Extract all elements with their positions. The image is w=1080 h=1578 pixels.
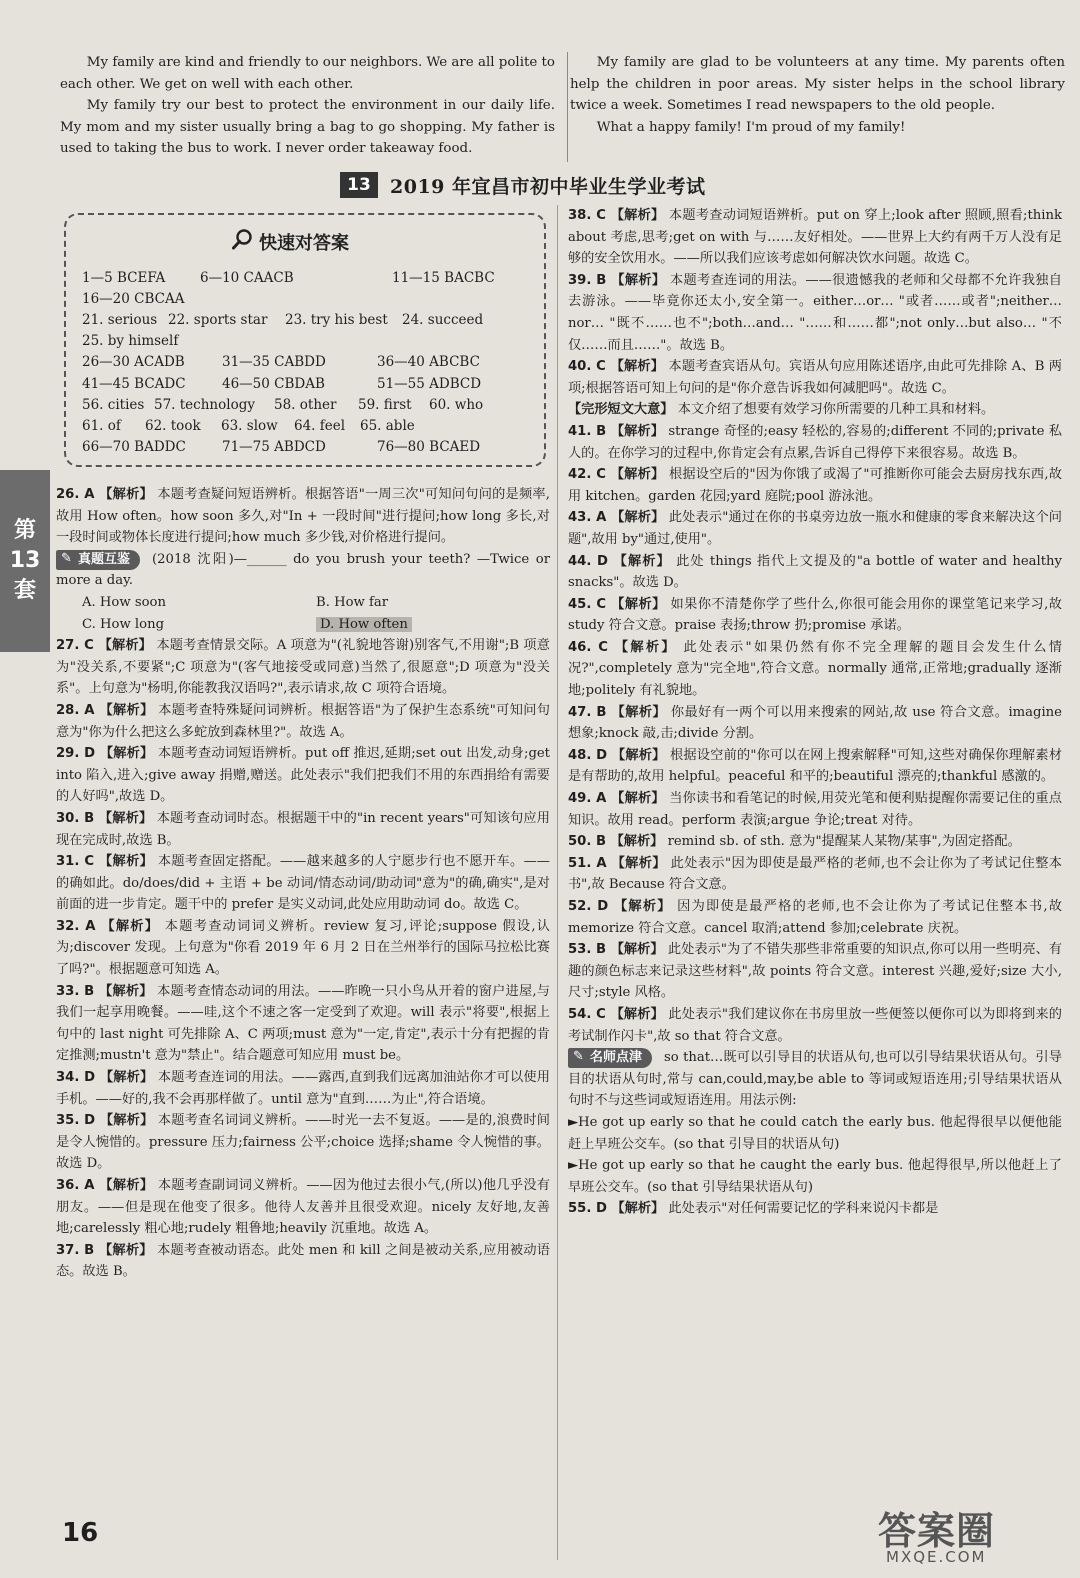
watermark-logo: 答案圈 — [878, 1509, 996, 1553]
answer-row — [82, 415, 537, 436]
entry-text: 本题考查名词词义辨析。——时光一去不复返。——是的,浪费时间是令人惋惜的。pressure 压力;fairness 公平;choice 选择;shame 令人惋惜的事。故选 D。 — [56, 1113, 550, 1172]
answer-explanation — [568, 939, 1062, 1004]
entry-head: 44. D 【解析】 — [568, 553, 671, 569]
answer-explanation — [568, 637, 1062, 702]
answer-explanation — [568, 205, 1062, 270]
answer-explanation — [56, 1240, 550, 1283]
paragraph: My family are glad to be volunteers at any time. My parents often help the children in poor areas. My sister helps in the school library twice a week. Sometimes I read newspapers to the old people. — [570, 55, 1065, 114]
column-divider — [567, 52, 568, 162]
answer-explanation — [56, 808, 550, 851]
teacher-tips-text: so that…既可以引导目的状语从句,也可以引导结果状语从句。引导目的状语从句时,常与 can,could,may,be able to 等词或短语连用;引导结果状语从句时不与这些词或短语连用。用法示例: — [568, 1050, 1062, 1109]
quick-answers-title: 快速对答案 — [259, 232, 349, 254]
entry-text: 此处表示"对任何需要记忆的学科来说闪卡都是 — [668, 1201, 939, 1217]
entry-text: 此处表示"我们建议你在书房里放一些便签以便你可以为即将到来的考试制作闪卡",故 so that 符合文意。 — [568, 1006, 1062, 1044]
entry-head: 31. C 【解析】 — [56, 854, 154, 870]
entry-text: 此处 things 指代上文提及的"a bottle of water and healthy snacks"。故选 D。 — [568, 553, 1062, 591]
entry-text: 当你读书和看笔记的时候,用荧光笔和便利贴提醒你需要记住的重点知识。故用 read。perform 表演;argue 争论;treat 对待。 — [568, 791, 1062, 828]
entry-text: 此处表示"为了不错失那些非常重要的知识点,你可以用一些明亮、有趣的颜色标志来记录这些材料",故 points 符合文意。interest 兴趣,爱好;size 大小,尺寸;style 风格。 — [568, 942, 1062, 1001]
magnifier-icon — [231, 227, 259, 256]
answer-row — [82, 352, 537, 373]
entry-head: 32. A 【解析】 — [56, 918, 160, 934]
answer-explanation — [56, 916, 550, 981]
watermark-url: MXQE.COM — [886, 1548, 987, 1566]
entry-head: 45. C 【解析】 — [568, 596, 666, 612]
teacher-tips-badge: ✎ 名师点津 — [568, 1048, 652, 1068]
quick-answers-box — [64, 213, 546, 467]
answer-explanation — [568, 702, 1062, 745]
chapter-side-tab — [0, 470, 50, 652]
answer-explanation — [568, 1004, 1062, 1047]
zhenti-badge: ✎ 真题互鉴 — [56, 550, 140, 570]
answer-explanation — [568, 507, 1062, 550]
answer-explanation — [56, 743, 550, 808]
entry-head: 50. B 【解析】 — [568, 834, 664, 850]
answer-item: 65. able — [360, 417, 415, 434]
answer-explanation — [56, 981, 550, 1067]
entry-text: 本题考查固定搭配。——越来越多的人宁愿步行也不愿开车。——的确如此。do/does/did + 主语 + be 动词/情态动词/助动词"意为"的确,确实",是对前面的进一步肯定。题干中的 prefer 是实义动词,此处应用助动词 do。故选 C。 — [56, 854, 550, 913]
section-title: 2019 年宜昌市初中毕业生学业考试 — [390, 175, 706, 198]
entry-text: 根据设空前的"你可以在网上搜索解释"可知,这些对确保你理解素材是有帮助的,故用 helpful。peaceful 和平的;beautiful 漂亮的;thankful 感激的。 — [568, 747, 1063, 785]
entry-text: 本题考查宾语从句。宾语从句应用陈述语序,由此可先排除 A、B 两项;根据答语可知上句问的是"你介意告诉我如何减肥吗"。故选 C。 — [568, 359, 1062, 396]
answer-item: 16—20 CBCAA — [82, 290, 185, 307]
entry-head: 48. D 【解析】 — [568, 747, 666, 763]
entry-text: 本题考查疑问短语辨析。根据答语"一周三次"可知问句问的是频率,故用 How often。how soon 多久,对"In + 一段时间"进行提问;how long 多长,对一段时间或物体长度进行提问;how much 多少钱,对价格进行提问。 — [56, 487, 550, 546]
entry-text: 本题考查情景交际。A 项意为"(礼貌地答谢)别客气,不用谢";B 项意为"没关系,不要紧";C 项意为"(客气地接受或同意)当然了,很愿意";D 项意为"没关系"。上句意为"杨明,你能教我汉语吗?",表示请求,故 C 项符合语境。 — [56, 638, 550, 697]
answer-explanation — [56, 1175, 550, 1240]
entry-text: 此处表示"因为即使是最严格的老师,也不会让你为了考试记住整本书",故 Because 符合文意。 — [568, 855, 1062, 893]
section-number: 13 — [340, 172, 378, 198]
answer-explanation — [56, 635, 550, 700]
option-d-highlight: D. How often — [316, 617, 412, 632]
answer-item: 64. feel — [294, 417, 346, 434]
answer-explanation — [56, 851, 550, 916]
entry-head: 49. A 【解析】 — [568, 791, 665, 807]
summary-label: 【完形短文大意】 — [568, 402, 674, 418]
answer-explanation — [568, 421, 1062, 464]
entry-text: 本题考查情态动词的用法。——昨晚一只小鸟从开着的窗户进屋,与我们一起享用晚餐。——哇,这个不速之客一定受到了欢迎。will 表示"将要",根据上句中的 last night 可先排除 A、C 两项;must 意为"一定,肯定",表示十分有把握的肯定推测;mustn't 意为"禁止"。结合题意可知应用 must be。 — [56, 983, 550, 1064]
entry-text: 本题考查动词短语辨析。put off 推迟,延期;set out 出发,动身;get into 陷入,进入;give away 捐赠,赠送。此处表示"我们把我们不用的东西捐给有需要的人好吗",故选 D。 — [56, 746, 550, 805]
answer-explanation — [568, 745, 1062, 788]
entry-text: 此处表示"如果仍然有你不完全理解的题目会发生什么情况?",completely 意为"完全地",符合文意。normally 通常,正常地;gradually 逐渐地;politely 有礼貌地。 — [568, 639, 1062, 699]
entry-head: 29. D 【解析】 — [56, 746, 154, 762]
option-a: A. How soon — [82, 594, 166, 610]
entry-head: 26. A 【解析】 — [56, 487, 153, 502]
answer-explanation — [568, 551, 1062, 594]
answer-explanation — [568, 356, 1062, 399]
answer-explanation — [56, 1110, 550, 1175]
answer-item: 23. try his best — [285, 311, 388, 328]
quick-answers-header — [231, 227, 349, 256]
answer-explanation — [568, 594, 1062, 637]
page-number: 16 — [62, 1518, 99, 1548]
example-sentence: ►He got up early so that he caught the early bus. 他起得很早,所以他赶上了早班公交车。(so that 引导结果状语从句) — [568, 1158, 1062, 1195]
entry-head: 51. A 【解析】 — [568, 855, 666, 871]
option-c: C. How long — [82, 616, 165, 632]
entry-text: 本题考查连词的用法。——露西,直到我们远离加油站你才可以使用手机。——好的,我不会再那样做了。until 意为"直到……为止",符合语境。 — [56, 1070, 550, 1107]
answer-explanation — [56, 484, 550, 549]
answer-item: 22. sports star — [168, 311, 268, 328]
entry-head: 38. C 【解析】 — [568, 208, 665, 223]
answer-row — [82, 331, 537, 352]
answer-item: 58. other — [274, 396, 337, 413]
option-d — [316, 614, 550, 636]
answer-item: 36—40 ABCBC — [377, 354, 480, 371]
answer-item: 46—50 CBDAB — [222, 375, 325, 392]
answer-item: 31—35 CABDD — [222, 354, 326, 371]
entry-text: 如果你不清楚你学了些什么,你很可能会用你的课堂笔记来学习,故 study 符合文意。praise 表扬;throw 扔;promise 承诺。 — [568, 596, 1062, 634]
entry-head: 33. B 【解析】 — [56, 983, 153, 999]
answer-item: 1—5 BCEFA — [82, 269, 166, 286]
answer-item: 60. who — [429, 396, 484, 413]
answer-row — [82, 309, 537, 330]
entry-head: 42. C 【解析】 — [568, 467, 665, 483]
entry-head: 47. B 【解析】 — [568, 704, 667, 720]
zhenti-block — [56, 549, 550, 635]
paragraph: My family try our best to protect the environment in our daily life. My mom and my sister usually bring a bag to go shopping. My father is used to taking the bus to work. I never order takeaway food. — [60, 98, 555, 157]
answer-item: 62. took — [145, 417, 201, 434]
entry-head: 35. D 【解析】 — [56, 1113, 154, 1129]
entry-text: 本题考查特殊疑问词辨析。根据答语"为了保护生态系统"可知问句意为"你为什么把这么多蛇放到森林里?"。故选 A。 — [56, 702, 550, 740]
entry-head: 37. B 【解析】 — [56, 1242, 153, 1258]
answer-item: 51—55 ADBCD — [377, 375, 482, 392]
entry-head: 40. C 【解析】 — [568, 359, 665, 375]
answer-row — [82, 437, 537, 458]
entry-text: 本题考查动词短语辨析。put on 穿上;look after 照顾,照看;think about 考虑,思考;get on with 与……友好相处。——世界上大约有两千万人没有足够的安全饮用水。——所以我们应该考虑如何解决饮水问题。故选 C。 — [568, 208, 1062, 267]
top-essay-right — [570, 52, 1065, 160]
entry-text: 本题考查连词的用法。——很遗憾我的老师和父母都不允许我独自去游泳。——毕竟你还太小,安全第一。either…or… "或者……或者";neither…nor… "既不……也不";both…and… "……和……都";not only…but also… "不仅……而且……"。故选 B。 — [568, 272, 1062, 353]
entry-head: 55. D 【解析】 — [568, 1201, 665, 1217]
answer-item: 21. serious — [82, 311, 158, 328]
right-column — [568, 205, 1062, 1220]
answer-explanation — [568, 831, 1062, 853]
entry-head: 41. B 【解析】 — [568, 423, 665, 439]
entry-text: 本题考查被动语态。此处 men 和 kill 之间是被动关系,应用被动语态。故选 B。 — [56, 1242, 550, 1280]
entry-text: remind sb. of sth. 意为"提醒某人某物/某事",为固定搭配。 — [667, 834, 1021, 850]
side-tab-char: 13 — [9, 548, 41, 573]
entry-head: 52. D 【解析】 — [568, 899, 672, 914]
top-essay-left — [60, 52, 555, 160]
entry-head: 43. A 【解析】 — [568, 510, 665, 526]
answer-item: 56. cities — [82, 396, 145, 413]
answer-row — [82, 394, 537, 415]
entry-text: 因为即使是最严格的老师,也不会让你为了考试记住整本书,故 memorize 符合文意。cancel 取消;attend 参加;celebrate 庆祝。 — [568, 899, 1062, 936]
summary-text: 本文介绍了想要有效学习你所需要的几种工具和材料。 — [677, 402, 995, 418]
answer-item: 11—15 BACBC — [392, 269, 495, 286]
paragraph: My family are kind and friendly to our neighbors. We are all polite to each other. We get on well with each other. — [60, 55, 555, 92]
column-divider — [557, 205, 558, 1560]
answer-item: 57. technology — [154, 396, 255, 413]
answer-row — [82, 288, 537, 309]
side-tab-char: 第 — [13, 518, 36, 543]
entry-head: 54. C 【解析】 — [568, 1006, 665, 1022]
answer-explanation — [568, 1198, 1062, 1220]
answer-item: 25. by himself — [82, 333, 179, 350]
teacher-tips — [568, 1047, 1062, 1112]
entry-head: 36. A 【解析】 — [56, 1178, 154, 1193]
entry-text: 本题考查副词词义辨析。——因为他过去很小气,(所以)他几乎没有朋友。——但是现在他变了很多。他待人友善并且很受欢迎。nicely 友好地,友善地;carelessly 粗心地;rudely 粗鲁地;heavily 沉重地。故选 A。 — [56, 1178, 550, 1237]
answer-explanation — [568, 853, 1062, 896]
answer-item: 26—30 ACADB — [82, 354, 185, 371]
zhenti-options — [56, 592, 550, 635]
answer-item: 61. of — [82, 417, 121, 434]
passage-summary — [568, 399, 1062, 421]
answer-row — [82, 373, 537, 394]
option-b: B. How far — [316, 594, 389, 610]
answer-explanation — [568, 464, 1062, 507]
quick-answers-list — [82, 267, 537, 458]
answer-item: 41—45 BCADC — [82, 375, 186, 392]
answer-item: 59. first — [358, 396, 412, 413]
answer-item: 71—75 ABDCD — [222, 439, 326, 456]
answer-explanation — [568, 270, 1062, 356]
entry-text: 你最好有一两个可以用来搜索的网站,故 use 符合文意。imagine 想象;knock 敲,击;divide 分割。 — [568, 704, 1062, 742]
entry-text: 本题考查动词时态。根据题干中的"in recent years"可知该句应用现在完成时,故选 B。 — [56, 810, 550, 848]
answer-item: 76—80 BCAED — [377, 439, 481, 456]
entry-head: 53. B 【解析】 — [568, 942, 664, 958]
section-heading — [340, 170, 706, 200]
side-tab-char: 套 — [13, 578, 36, 603]
entry-head: 46. C 【解析】 — [568, 639, 677, 655]
left-column — [56, 484, 550, 1283]
entry-head: 30. B 【解析】 — [56, 810, 153, 826]
zhenti-question: (2018 沈阳)—______ do you brush your teeth? —Twice or more a day. — [56, 551, 550, 589]
entry-text: 根据设空后的"因为你饿了或渴了"可推断你可能会去厨房找东西,故用 kitchen。garden 花园;yard 庭院;pool 游泳池。 — [568, 467, 1062, 504]
entry-head: 34. D 【解析】 — [56, 1070, 154, 1086]
entry-text: 此处表示"通过在你的书桌旁边放一瓶水和健康的零食来解决这个问题",故用 by"通过,使用"。 — [568, 510, 1062, 547]
answer-row — [82, 267, 537, 288]
answer-explanation — [568, 788, 1062, 831]
paragraph: What a happy family! I'm proud of my family! — [596, 119, 906, 135]
teacher-tips-block — [568, 1047, 1062, 1198]
answer-item: 6—10 CAACB — [200, 269, 294, 286]
example-sentence: ►He got up early so that he could catch the early bus. 他起得很早以便他能赶上早班公交车。(so that 引导目的状语从句) — [568, 1114, 1062, 1152]
entry-text: strange 奇怪的;easy 轻松的,容易的;different 不同的;private 私人的。在你学习的过程中,你肯定会有点累,告诉自己得停下来很容易。故选 B。 — [568, 423, 1062, 461]
answer-explanation — [56, 1067, 550, 1110]
zhenti-question-line — [56, 549, 550, 592]
answer-item: 66—70 BADDC — [82, 439, 186, 456]
answer-item: 63. slow — [221, 417, 278, 434]
entry-head: 27. C 【解析】 — [56, 638, 153, 654]
top-essay — [60, 52, 1065, 160]
answer-explanation — [568, 896, 1062, 939]
answer-item: 24. succeed — [402, 311, 484, 328]
entry-text: 本题考查动词词义辨析。review 复习,评论;suppose 假设,认为;discover 发现。上句意为"你看 2019 年 6 月 2 日在兰州举行的国际马拉松比赛了吗?"。根据题意可知选 A。 — [56, 918, 550, 978]
entry-head: 39. B 【解析】 — [568, 272, 666, 288]
answer-explanation — [56, 700, 550, 743]
entry-head: 28. A 【解析】 — [56, 702, 154, 718]
